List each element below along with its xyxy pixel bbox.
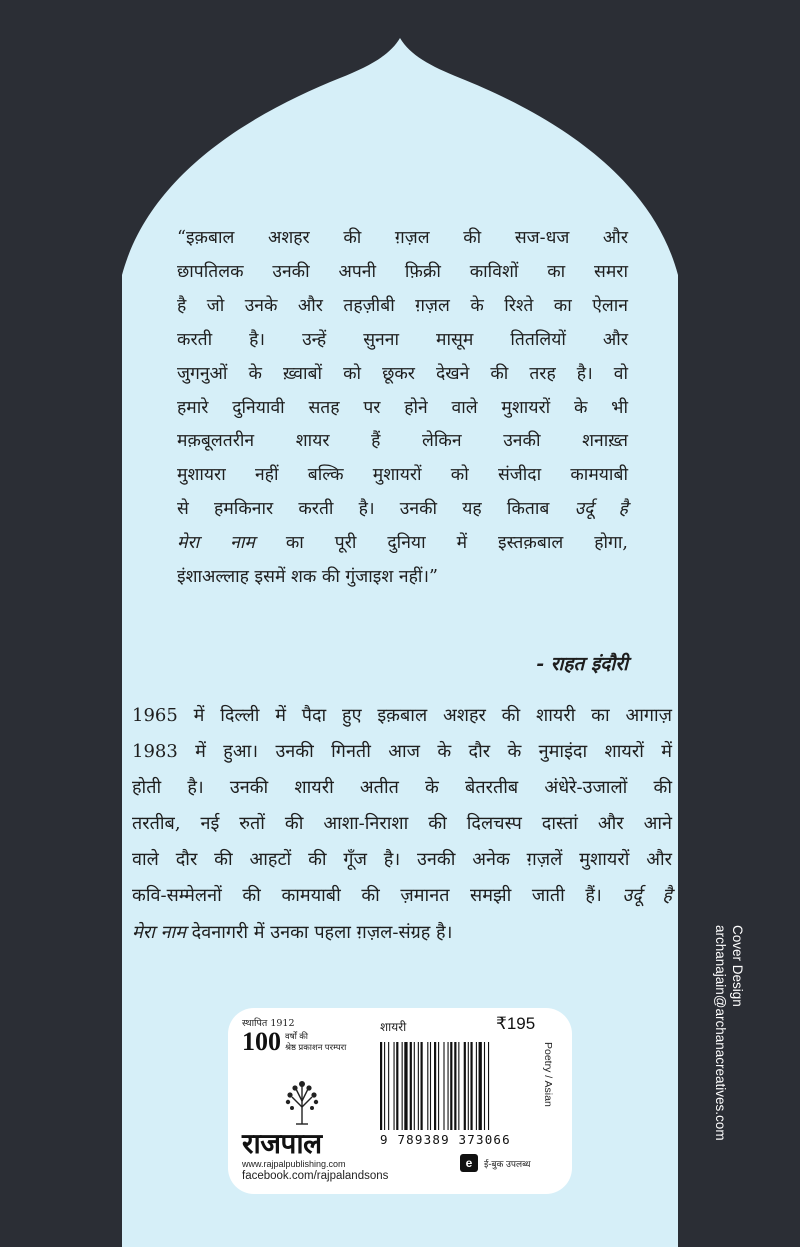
quote-line: “इक़बाल अशहर की ग़ज़ल की सज-धज और — [177, 228, 628, 248]
quote-line: है जो उनके और तहज़ीबी ग़ज़ल के रिश्ते का ऐलान — [177, 295, 628, 316]
book-title-inline: मेरा नाम — [132, 921, 186, 943]
barcode-bar — [484, 1042, 485, 1130]
barcode-bar — [384, 1042, 385, 1130]
barcode-bar — [380, 1042, 382, 1130]
barcode-bar — [443, 1042, 444, 1130]
quote-line — [177, 527, 628, 561]
centenary-text — [285, 1031, 346, 1053]
quote-block — [177, 222, 628, 595]
facebook-link: facebook.com/rajpalandsons — [242, 1170, 389, 1182]
publisher-label — [228, 1008, 572, 1194]
quote-line-text: से हमकिनार करती है। उनकी यह किताब — [177, 499, 550, 520]
quote-line: इंशाअल्लाह इसमें शक की गुंजाइश नहीं।” — [177, 567, 438, 588]
barcode-bar — [464, 1042, 466, 1130]
barcode-bar — [434, 1042, 436, 1130]
credit-label: Cover Design — [730, 925, 745, 1007]
quote-line: छापतिलक उनकी अपनी फ़िक्री काविशों का समरा — [177, 261, 628, 282]
barcode-bar — [414, 1042, 415, 1130]
credit-email: archanajain@archanacreatives.com — [713, 925, 728, 1141]
book-category: शायरी — [380, 1020, 407, 1034]
barcode-bar — [488, 1042, 489, 1130]
barcode-bar — [421, 1042, 423, 1130]
quote-line: मक़बूलतरीन शायर हैं लेकिन उनकी शनाख़्त — [177, 431, 628, 452]
barcode-bar — [430, 1042, 431, 1130]
centenary-text-1: वर्षों की — [285, 1031, 308, 1041]
quote-line-text: का पूरी दुनिया में इस्तक़बाल होगा, — [285, 533, 628, 554]
publisher-website: www.rajpalpublishing.com — [242, 1159, 346, 1169]
author-bio — [132, 698, 672, 951]
quote-line — [177, 493, 628, 527]
isbn-barcode — [378, 1042, 528, 1132]
barcode-bar — [450, 1042, 452, 1130]
quote-line: करती है। उन्हें सुनना मासूम तितलियों और — [177, 329, 628, 350]
bio-line-text: देवनागरी में उनका पहला ग़ज़ल-संग्रह है। — [191, 921, 453, 943]
barcode-bar — [454, 1042, 456, 1130]
publisher-logo: राजपाल — [242, 1127, 322, 1160]
barcode-bar — [427, 1042, 428, 1130]
barcode-bar — [418, 1042, 419, 1130]
barcode-bar — [470, 1042, 472, 1130]
barcode-bar — [476, 1042, 477, 1130]
bio-line: 1983 में हुआ। उनकी गिनती आज के दौर के नुमाइंदा शायरों में — [132, 741, 672, 763]
bio-line — [132, 878, 672, 914]
barcode-bar — [404, 1042, 407, 1130]
centenary-row — [242, 1029, 377, 1055]
isbn-number: 9 789389 373066 — [380, 1132, 511, 1147]
barcode-bar — [479, 1042, 482, 1130]
barcode-bar — [448, 1042, 449, 1130]
barcode-bar — [410, 1042, 412, 1130]
publisher-block — [242, 1016, 377, 1169]
ebook-available-text: ई-बुक उपलब्ध — [484, 1159, 531, 1169]
established-text: स्थापित 1912 — [242, 1018, 295, 1029]
book-title-inline: उर्दू है — [622, 885, 672, 907]
quote-attribution: - राहत इंदौरी — [536, 653, 628, 675]
tree-logo-icon — [282, 1079, 322, 1125]
bio-line: होती है। उनकी शायरी अतीत के बेतरतीब अंधेरे-उजालों की — [132, 777, 672, 799]
book-title-inline: मेरा नाम — [177, 533, 255, 554]
bio-line: 1965 में दिल्ली में पैदा हुए इक़बाल अशहर की शायरी का आगाज़ — [132, 705, 672, 726]
barcode-bar — [388, 1042, 389, 1130]
book-title-inline: उर्दू है — [574, 499, 628, 520]
bio-line — [132, 915, 672, 951]
ebook-icon: e — [460, 1154, 478, 1172]
cover-design-credit — [712, 925, 746, 1141]
barcode-bar — [458, 1042, 459, 1130]
bio-line-text: कवि-सम्मेलनों की कामयाबी की ज़मानत समझी जाती हैं। — [132, 885, 602, 907]
centenary-number: 100 — [242, 1027, 281, 1056]
centenary-text-2: श्रेष्ठ प्रकाशन परम्परा — [285, 1042, 347, 1052]
bio-line: वाले दौर की आहटों की गूँज है। उनकी अनेक ग़ज़लें मुशायरों और — [132, 849, 672, 871]
bio-line: तरतीब, नई रुतों की आशा-निराशा की दिलचस्प दास्तां और आने — [132, 813, 672, 835]
quote-line: हमारे दुनियावी सतह पर होने वाले मुशायरों के भी — [177, 397, 628, 418]
barcode-bar — [394, 1042, 395, 1130]
quote-line: जुगनुओं के ख़्वाबों को छूकर देखने की तरह है। वो — [177, 363, 628, 384]
barcode-bar — [402, 1042, 403, 1130]
genre-label: Poetry / Asian — [542, 1042, 554, 1107]
quote-line: मुशायरा नहीं बल्कि मुशायरों को संजीदा कामयाबी — [177, 465, 628, 486]
barcode-bar — [438, 1042, 439, 1130]
book-price: ₹195 — [496, 1014, 536, 1033]
barcode-bar — [396, 1042, 398, 1130]
barcode-bar — [468, 1042, 469, 1130]
